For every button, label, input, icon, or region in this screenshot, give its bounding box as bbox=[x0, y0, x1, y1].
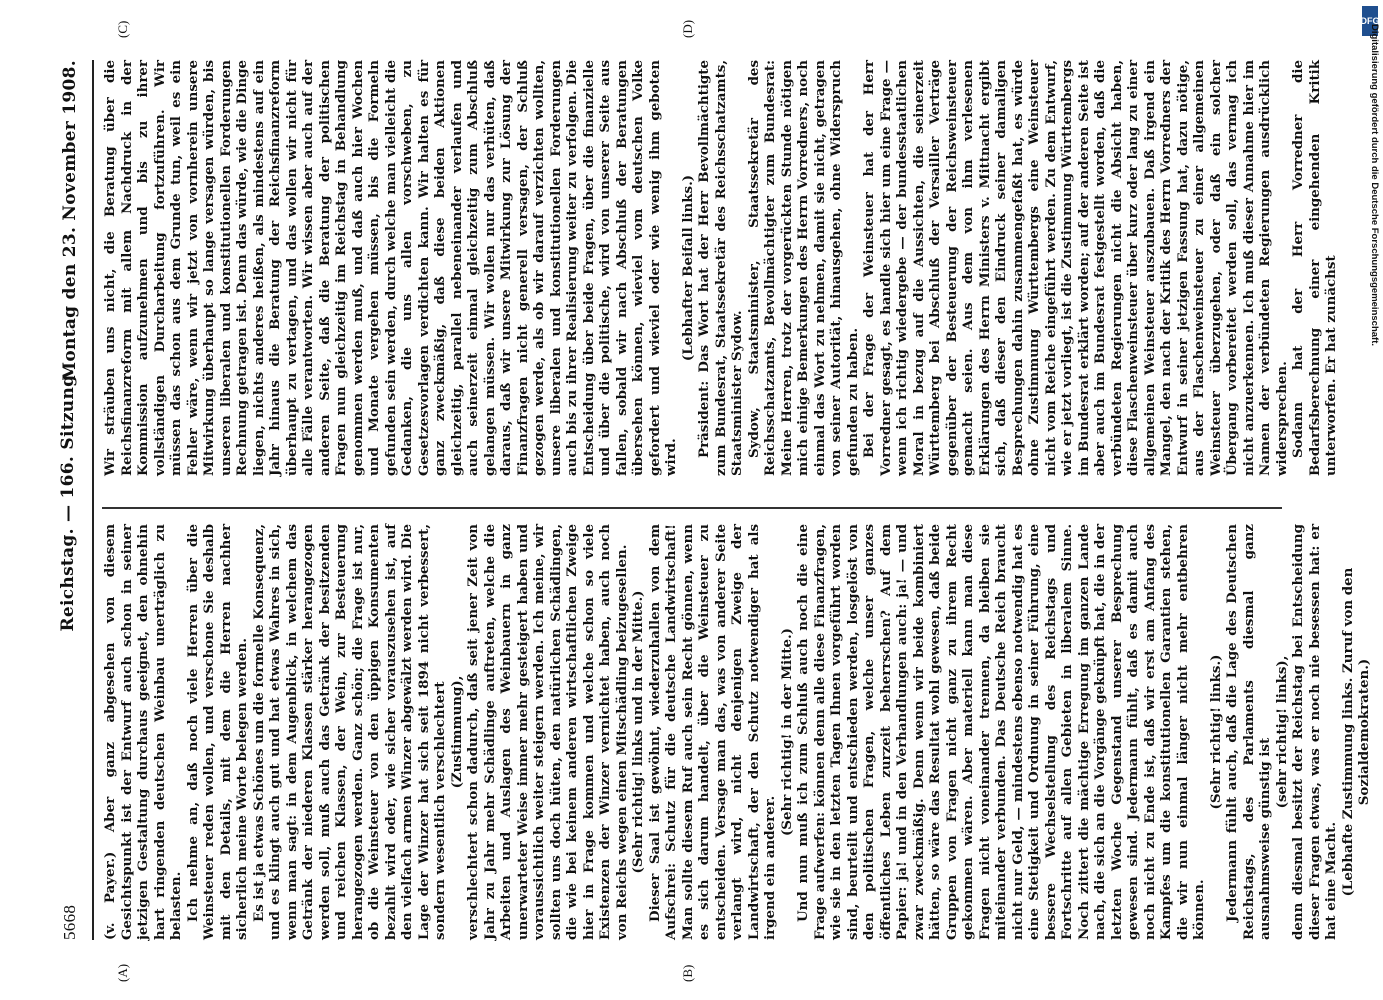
dfg-logo: DFG bbox=[1362, 6, 1378, 36]
paragraph: Es ist ja etwas Schönes um die formelle Konsequenz, und es klingt auch gut und hat etwas Wahres in sich, wenn man sagt: in dem Augenblick, in welchem das Getränk der niederen Klassen stärker herangezogen werden soll, muß auch das Getränk der besitzenden und reichen Klassen, der Wein, zur Besteuerung herangezogen werden. Ganz schön; die Frage ist nur, ob die Weinsteuer von den üppigen Konsumenten bezahlt wird oder, wie sicher vorauszusehen ist, auf den vielfach armen Winzer abgewälzt werden wird. Die Lage der Winzer hat sich seit 1894 nicht verbessert, sondern wesentlich verschlechtert bbox=[250, 524, 448, 940]
session-date: Montag den 23. November 1908. bbox=[60, 60, 80, 381]
paragraph: verschlechtert schon dadurch, daß seit jener Zeit von Jahr zu Jahr mehr Schädlinge auftreten, welche die Arbeiten und Auslagen des Weinbauern in ganz unerwarteter Weise immer mehr gesteigert haben und voraussichtlich weiter steigern werden. Ich meine, wir sollten uns doch hüten, den natürlichen Schädlingen, die wie bei keinem anderen wirtschaftlichen Zweige hier in Frage kommen und welche schon so viele Existenzen der Winzer vernichtet haben, auch noch von Reichs wegen einen Mitschädling beizugesellen. bbox=[465, 524, 630, 940]
paragraph: Dieser Saal ist gewöhnt, wiederzuhallen von dem Aufschrei: Schutz für die deutsche Landwirtschaft! Man sollte diesem Ruf auch sein Recht gönnen, wenn es sich darum handelt, über die Weinsteuer zu entscheiden. Versage man das, was von anderer Seite verlangt wird, nicht denjenigen Zweige der Landwirtschaft, der den Schutz notwendiger hat als irgend ein anderer. bbox=[646, 524, 778, 940]
paragraph: Präsident: Das Wort hat der Herr Bevollmächtigte zum Bundesrat, Staatssekretär des Reichsschatzamts, Staatsminister Sydow. bbox=[696, 60, 745, 476]
right-column bbox=[102, 60, 1339, 476]
paragraph: Jedermann fühlt auch, daß die Lage des Deutschen Reichstags, des Parlaments diesmal ganz ausnahmsweise günstig ist bbox=[1224, 524, 1273, 940]
column-divider bbox=[102, 508, 1282, 510]
reaction-note: (Sehr richtig! links und in der Mitte.) bbox=[630, 590, 646, 874]
digitization-strip bbox=[1362, 6, 1378, 996]
paragraph: Wir sträuben uns nicht, die Beratung über die Reichsfinanzreform mit allem Nachdruck in der Kommission aufzunehmen und bis zu ihrer vollständigen Durcharbeitung fortzuführen. Wir müssen das schon aus dem Grunde tun, weil es ein Fehler wäre, wenn wir jetzt von vornherein unsere Mitwirkung überhaupt so lange versagen würden, bis unseren liberalen und konstitutionellen Forderungen Rechnung getragen ist. Denn das würde, wie die Dinge liegen, nichts anderes heißen, als mindestens auf ein Jahr hinaus die Beratung der Reichsfinanzreform überhaupt zu vertagen, und das wollen wir nicht für alle Fälle verantworten. Wir wissen aber auch auf der anderen Seite, daß die Beratung der politischen Fragen nun gleichzeitig im Reichstag in Behandlung genommen werden muß, und daß auch hier Wochen und Monate vergehen müssen, bis die Formeln gefunden sein werden, durch welche man vielleicht die Gedanken, die uns allen vorschweben, zu Gesetzesvorlagen verdichten kann. Wir halten es für ganz zweckmäßig, daß diese beiden Aktionen gleichzeitig, parallel nebeneinander verlaufen und auch seinerzeit einmal gleichzeitig zum Abschluß gelangen müssen. Wir wollen nur das verhüten, daß daraus, daß wir unsere Mitwirkung zur Lösung der Finanzfragen nicht generell versagen, der Schluß gezogen werde, als ob wir darauf verzichten wollten, unsere liberalen und konstitutionellen Forderungen auch bis zu ihrer Realisierung weiter zu verfolgen. Die Entscheidung über beide Fragen, über die finanzielle und über die politische, wird von unserer Seite aus fallen, sobald wir nach Abschluß der Beratungen übersehen können, wieviel vom deutschen Volke gefordert und wieviel oder wie wenig ihm geboten wird. bbox=[102, 60, 679, 476]
reaction-note: (Lebhafte Zustimmung links. Zuruf von den Sozialdemokraten.) bbox=[1339, 567, 1372, 897]
margin-marker-b: (B) bbox=[680, 964, 695, 982]
paragraph: Und nun muß ich zum Schluß auch noch die eine Frage aufwerfen: können denn alle diese Finanzfragen, wie sie in den letzten Tagen Ihnen vorgeführt worden sind, beurteilt und entschieden werden, losgelöst von den politischen Fragen, welche unser ganzes öffentliches Leben zurzeit beherrschen? Auf dem Papier: ja! und in den Verhandlungen auch: ja! — und zwar zweckmäßig. Denn wenn wir beide kombiniert hätten, so wäre das Resultat wohl gewesen, daß beide Gruppen von Fragen nicht ganz zu ihrem Recht gekommen wären. Aber materiell kann man diese Fragen nicht voneinander trennen, da bleiben sie miteinander verbunden. Das Deutsche Reich braucht nicht nur Geld, — mindestens ebenso notwendig hat es eine Stetigkeit und Ordnung in seiner Führung, eine bessere Wechselstellung des Reichstags und Fortschritte auf allen Gebieten in liberalem Sinne. Noch zittert die mächtige Erregung im ganzen Lande nach, die sich an die Vorgänge geknüpft hat, die in der letzten Woche Gegenstand unserer Besprechung gewesen sind. Jedermann fühlt, daß es damit auch noch nicht zu Ende ist, daß wir erst am Anfang des Kampfes um die konstitutionellen Garantien stehen, die wir nun einmal länger nicht mehr entbehren können. bbox=[795, 524, 1207, 940]
digitization-credit: Digitalisierung gefördert durch die Deutsche Forschungsgemeinschaft. bbox=[1369, 24, 1380, 346]
reaction-note: (Lebhafter Beifall links.) bbox=[679, 174, 696, 362]
header-rule bbox=[92, 60, 94, 940]
paragraph: Sodann hat der Herr Vorredner die Bedarfsberechnung einer eingehenden Kritik unterworfen. Er hat zunächst bbox=[1290, 60, 1339, 476]
reaction-note: (Zustimmung), bbox=[448, 675, 465, 789]
left-column bbox=[102, 524, 1372, 940]
margin-marker-d: (D) bbox=[680, 19, 695, 38]
reaction-note: (sehr richtig! links), bbox=[1273, 655, 1290, 809]
reaction-note: (Sehr richtig! links.) bbox=[1207, 654, 1224, 810]
reaction-note: (Sehr richtig! in der Mitte.) bbox=[778, 627, 795, 837]
session-title: Reichstag. — 166. Sitzung. bbox=[58, 368, 78, 632]
margin-marker-c: (C) bbox=[115, 20, 130, 38]
page-header bbox=[56, 60, 86, 940]
page-number: 5668 bbox=[60, 904, 79, 940]
margin-marker-a: (A) bbox=[115, 963, 130, 982]
paragraph: denn diesmal besitzt der Reichstag bei Entscheidung dieser Fragen etwas, was er noch nie besessen hat: er hat eine Macht. bbox=[1290, 524, 1339, 940]
paragraph: Bei der Frage der Weinsteuer hat der Herr Vorredner gesagt, es handle sich hier um eine Frage — wenn ich richtig wiedergebe — der bundesstaatlichen Moral in bezug auf die Aussichten, die seinerzeit Württemberg bei Abschluß der Versailler Verträge gegenüber der Besteuerung der Reichsweinsteuer gemacht seien. Aus dem von ihm verlesenen Erklärungen des Herrn Ministers v. Mittnacht ergibt sich, daß dieser den Eindruck seiner damaligen Besprechungen dahin zusammengefaßt hat, es würde ohne Zustimmung Württembergs eine Weinsteuer nicht vom Reiche eingeführt werden. Zu dem Entwurf, wie er jetzt vorliegt, ist die Zustimmung Württembergs im Bundesrat erklärt worden; auf der anderen Seite ist aber auch im Bundesrat festgestellt worden, daß die verbündeten Regierungen nicht die Absicht haben, diese Flaschenweinsteuer über kurz oder lang zu einer allgemeinen Weinsteuer auszubauen. Daß irgend ein Mangel, den nach der Kritik des Herrn Vorredners der Entwurf in seiner jetzigen Fassung hat, dazu nötige, aus der Flaschenweinsteuer zu einer allgemeinen Weinsteuer überzugehen, oder daß ein solcher Übergang vorbereitet werden soll, das vermag ich nicht anzuerkennen. Ich muß dieser Annahme hier im Namen der verbündeten Regierungen ausdrücklich widersprechen. bbox=[861, 60, 1290, 476]
paragraph: (v. Payer.) Aber ganz abgesehen von diesem Gesichtspunkt ist der Entwurf auch schon in seiner jetzigen Gestaltung durchaus geeignet, den ohnehin hart ringenden deutschen Weinbau unerträglich zu belasten. bbox=[102, 524, 184, 940]
paragraph: Sydow, Staatsminister, Staatssekretär des Reichsschatzamts, Bevollmächtigter zum Bundesrat: Meine Herren, trotz der vorgerückten Stunde nötigen mich einige Bemerkungen des Herrn Vorredners, noch einmal das Wort zu nehmen, damit sie nicht, getragen von seiner Autorität, hinausgehen, ohne Widerspruch gefunden zu haben. bbox=[745, 60, 861, 476]
paragraph: Ich nehme an, daß noch viele Herren über die Weinsteuer reden wollen, und verschone Sie deshalb mit den Details, mit dem die Herren nachher sicherlich meine Worte belegen werden. bbox=[184, 524, 250, 940]
